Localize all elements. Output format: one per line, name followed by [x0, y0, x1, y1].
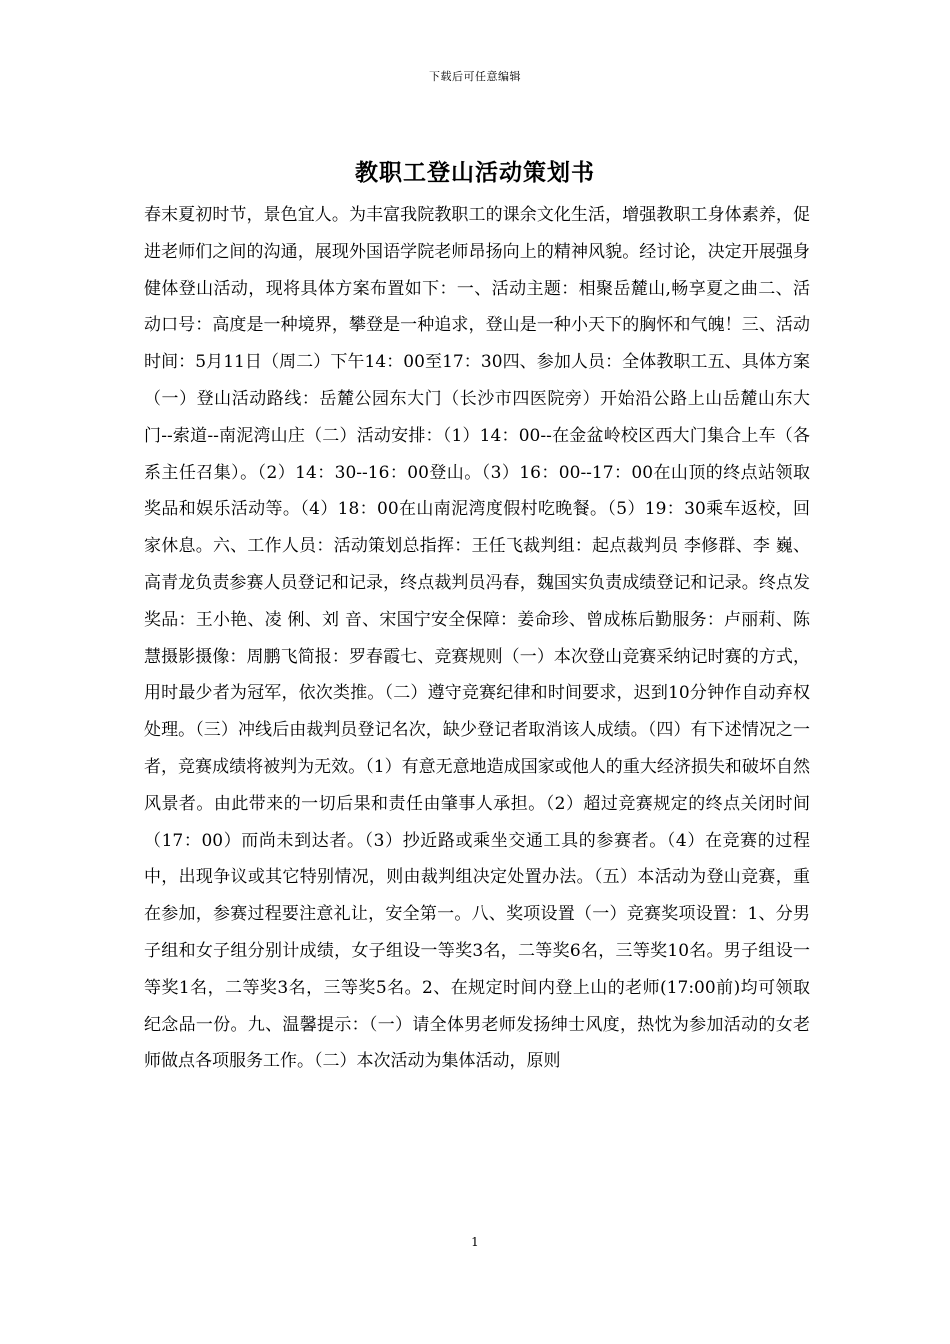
document-title: 教职工登山活动策划书 [355, 159, 595, 186]
body-paragraph: 春末夏初时节，景色宜人。为丰富我院教职工的课余文化生活，增强教职工身体素养，促进老师们之间的沟通，展现外国语学院老师昂扬向上的精神风貌。经讨论，决定开展强身健体登山活动，现将具体方案布置如下：一、活动主题：相聚岳麓山,畅享夏之曲二、活动口号：高度是一种境界，攀登是一种追求，登山是一种小天下的胸怀和气魄！三、活动时间：5月11日（周二）下午14：00至17：30四、参加人员：全体教职工五、具体方案（一）登山活动路线：岳麓公园东大门（长沙市四医院旁）开始沿公路上山岳麓山东大门--索道--南泥湾山庄（二）活动安排：（1）14：00--在金盆岭校区西大门集合上车（各系主任召集）。（2）14：30--16：00登山。（3）16：00--17：00在山顶的终点站领取奖品和娱乐活动等。（4）18：00在山南泥湾度假村吃晚餐。（5）19：30乘车返校，回家休息。六、工作人员：活动策划总指挥：王任飞裁判组：起点裁判员 李修群、李 巍、高青龙负责参赛人员登记和记录，终点裁判员冯春，魏国实负责成绩登记和记录。终点发奖品：王小艳、凌 俐、刘 音、宋国宁安全保障：姜命珍、曾成栋后勤服务：卢丽莉、陈 慧摄影摄像：周鹏飞简报：罗春霞七、竞赛规则（一）本次登山竞赛采纳记时赛的方式，用时最少者为冠军，依次类推。（二）遵守竞赛纪律和时间要求，迟到10分钟作自动弃权处理。（三）冲线后由裁判员登记名次，缺少登记者取消该人成绩。（四）有下述情况之一者，竞赛成绩将被判为无效。（1）有意无意地造成国家或他人的重大经济损失和破坏自然风景者。由此带来的一切后果和责任由肇事人承担。（2）超过竞赛规定的终点关闭时间（17：00）而尚未到达者。（3）抄近路或乘坐交通工具的参赛者。（4）在竞赛的过程中，出现争议或其它特别情况，则由裁判组决定处置办法。（五）本活动为登山竞赛，重在参加，参赛过程要注意礼让，安全第一。八、奖项设置（一）竞赛奖项设置：1、分男子组和女子组分别计成绩，女子组设一等奖3名，二等奖6名，三等奖10名。男子组设一等奖1名，二等奖3名，三等奖5名。2、在规定时间内登上山的老师(17:00前)均可领取纪念品一份。九、温馨提示：（一）请全体男老师发扬绅士风度，热忱为参加活动的女老师做点各项服务工作。（二）本次活动为集体活动，原则 [144, 205, 810, 1072]
page-number: 1 [471, 1235, 479, 1249]
header-note: 下载后可任意编辑 [429, 70, 521, 83]
